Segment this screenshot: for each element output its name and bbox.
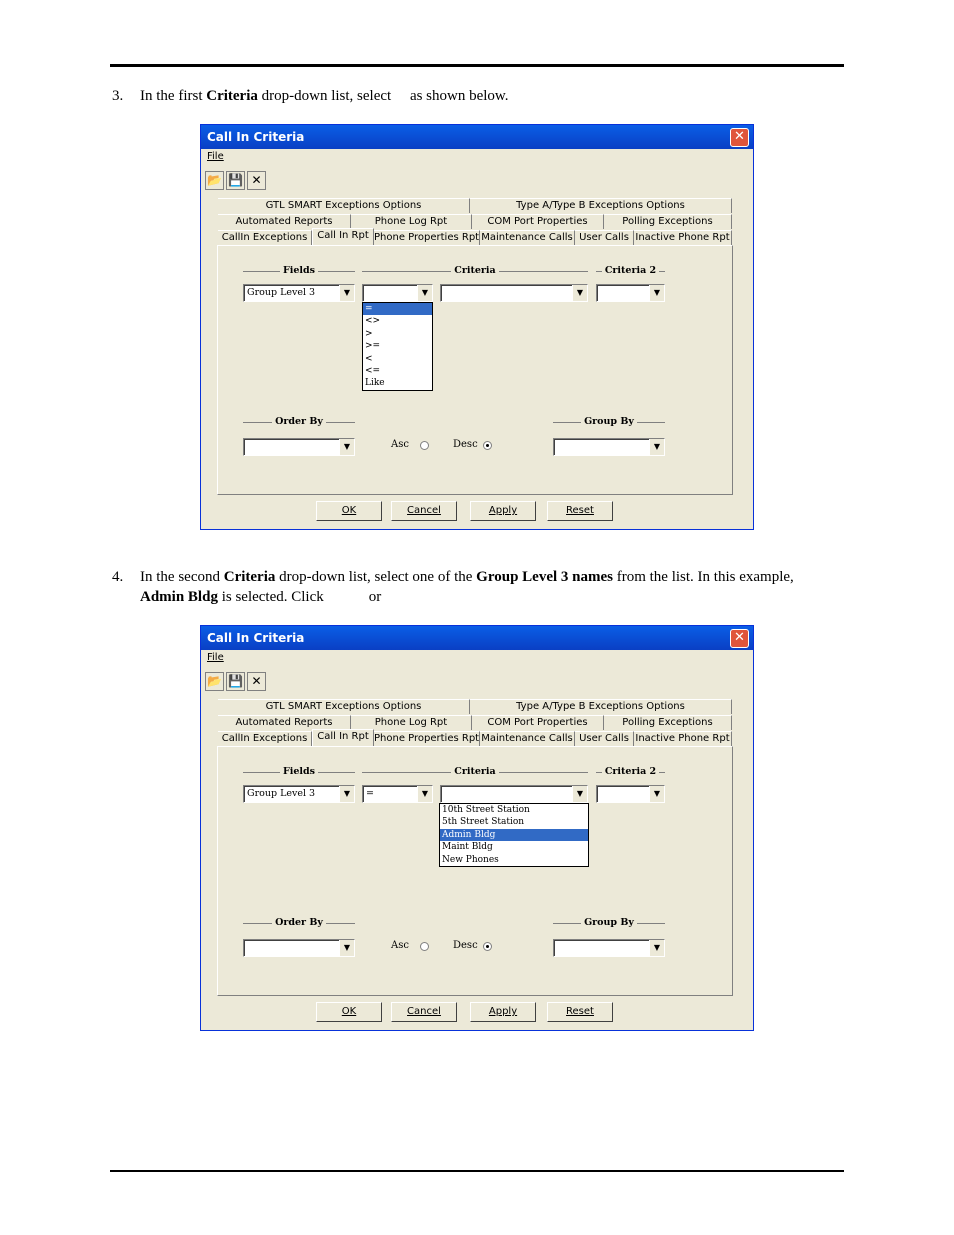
desc-label: Desc	[453, 940, 478, 951]
tab-inactive-phone-rpt[interactable]: Inactive Phone Rpt	[634, 731, 732, 746]
menu-bar	[201, 151, 753, 165]
title-bar[interactable]	[201, 626, 753, 650]
criteria-2-dropdown[interactable]	[596, 785, 665, 803]
criteria-2-header: Criteria 2	[596, 772, 665, 790]
ok-button[interactable]: OK	[316, 501, 382, 521]
dropdown-option[interactable]: <=	[365, 365, 381, 376]
delete-icon[interactable]: ✕	[247, 672, 266, 691]
asc-radio[interactable]	[420, 942, 429, 951]
menu-file[interactable]: File	[207, 652, 224, 663]
group-by-header: Group By	[553, 422, 665, 440]
chevron-down-icon[interactable]: ▼	[339, 439, 354, 455]
dropdown-option[interactable]: >	[365, 328, 373, 339]
reset-button[interactable]: Reset	[547, 1002, 613, 1022]
tab-polling-exceptions[interactable]: Polling Exceptions	[604, 715, 732, 730]
fields-header: Fields	[243, 271, 355, 289]
tab-callin-exceptions[interactable]: CallIn Exceptions	[218, 731, 312, 746]
dropdown-option[interactable]: >=	[365, 341, 381, 352]
tab-gtl-smart-exceptions[interactable]: GTL SMART Exceptions Options	[218, 198, 470, 213]
apply-button[interactable]: Apply	[470, 501, 536, 521]
dropdown-option[interactable]: 10th Street Station	[442, 805, 530, 815]
criteria-value-dropdown[interactable]	[440, 284, 588, 302]
tab-call-in-rpt[interactable]: Call In Rpt	[312, 228, 374, 245]
dropdown-option[interactable]: 5th Street Station	[442, 817, 525, 828]
call-in-criteria-window	[200, 124, 754, 530]
tab-phone-properties-rpt[interactable]: Phone Properties Rpt	[374, 733, 480, 744]
apply-button[interactable]: Apply	[470, 1002, 536, 1022]
asc-label: Asc	[391, 439, 409, 450]
dropdown-option[interactable]: Maint Bldg	[442, 842, 493, 853]
save-icon[interactable]: 💾	[226, 171, 245, 190]
group-by-dropdown[interactable]	[553, 939, 665, 957]
cancel-button[interactable]: Cancel	[391, 1002, 457, 1022]
tab-gtl-smart-exceptions[interactable]: GTL SMART Exceptions Options	[218, 699, 470, 714]
desc-radio[interactable]	[483, 441, 492, 450]
order-by-dropdown[interactable]	[243, 939, 355, 957]
chevron-down-icon[interactable]: ▼	[339, 940, 354, 956]
delete-icon[interactable]: ✕	[247, 171, 266, 190]
chevron-down-icon[interactable]: ▼	[339, 786, 354, 802]
dropdown-option[interactable]: <>	[365, 316, 381, 327]
tab-com-port-properties[interactable]: COM Port Properties	[472, 214, 604, 229]
window-title: Call In Criteria	[207, 631, 305, 645]
desc-label: Desc	[453, 439, 478, 450]
tab-user-calls[interactable]: User Calls	[575, 731, 634, 746]
criteria-operator-dropdown[interactable]	[362, 284, 433, 302]
tab-phone-log-rpt[interactable]: Phone Log Rpt	[351, 214, 472, 229]
order-by-dropdown[interactable]	[243, 438, 355, 456]
menu-bar	[201, 652, 753, 666]
open-folder-icon[interactable]: 📂	[205, 672, 224, 691]
chevron-down-icon[interactable]: ▼	[649, 786, 664, 802]
dropdown-option[interactable]: New Phones	[442, 854, 499, 865]
criteria-2-dropdown[interactable]	[596, 284, 665, 302]
chevron-down-icon[interactable]: ▼	[649, 439, 664, 455]
criteria-header: Criteria	[362, 271, 588, 289]
criteria-header: Criteria	[362, 772, 588, 790]
fields-header: Fields	[243, 772, 355, 790]
tab-phone-log-rpt[interactable]: Phone Log Rpt	[351, 715, 472, 730]
open-folder-icon[interactable]: 📂	[205, 171, 224, 190]
operator-value: =	[366, 788, 374, 799]
tab-phone-properties-rpt[interactable]: Phone Properties Rpt	[374, 232, 480, 243]
asc-radio[interactable]	[420, 441, 429, 450]
menu-file[interactable]: File	[207, 151, 224, 162]
dropdown-option[interactable]: =	[363, 303, 432, 315]
footer-rule	[110, 1170, 844, 1172]
chevron-down-icon[interactable]: ▼	[649, 940, 664, 956]
tab-polling-exceptions[interactable]: Polling Exceptions	[604, 214, 732, 229]
close-button[interactable]: ✕	[730, 128, 749, 147]
criteria-operator-dropdown[interactable]	[362, 785, 433, 803]
dropdown-option[interactable]: <	[365, 353, 373, 364]
tab-inactive-phone-rpt[interactable]: Inactive Phone Rpt	[634, 230, 732, 245]
fields-dropdown[interactable]	[243, 284, 355, 302]
tab-automated-reports[interactable]: Automated Reports	[218, 715, 351, 730]
reset-button[interactable]: Reset	[547, 501, 613, 521]
fields-value: Group Level 3	[247, 287, 316, 298]
chevron-down-icon[interactable]: ▼	[417, 285, 432, 301]
tab-com-port-properties[interactable]: COM Port Properties	[472, 715, 604, 730]
order-by-header: Order By	[243, 422, 355, 440]
title-bar[interactable]	[201, 125, 753, 149]
tab-callin-exceptions[interactable]: CallIn Exceptions	[218, 230, 312, 245]
criteria-2-header: Criteria 2	[596, 271, 665, 289]
tab-maintenance-calls[interactable]: Maintenance Calls	[480, 230, 575, 245]
tab-type-a-b-exceptions[interactable]: Type A/Type B Exceptions Options	[470, 699, 732, 714]
desc-radio[interactable]	[483, 942, 492, 951]
chevron-down-icon[interactable]: ▼	[649, 285, 664, 301]
criteria-value-dropdown[interactable]	[440, 785, 588, 803]
call-in-criteria-window	[200, 625, 754, 1031]
cancel-button[interactable]: Cancel	[391, 501, 457, 521]
header-rule	[110, 64, 844, 67]
group-by-header: Group By	[553, 923, 665, 941]
order-by-header: Order By	[243, 923, 355, 941]
dropdown-option[interactable]: Like	[365, 378, 385, 389]
save-icon[interactable]: 💾	[226, 672, 245, 691]
chevron-down-icon[interactable]: ▼	[417, 786, 432, 802]
tab-type-a-b-exceptions[interactable]: Type A/Type B Exceptions Options	[470, 198, 732, 213]
group-by-dropdown[interactable]	[553, 438, 665, 456]
window-title: Call In Criteria	[207, 130, 305, 144]
asc-label: Asc	[391, 940, 409, 951]
operator-options-list[interactable]	[362, 302, 433, 391]
tab-user-calls[interactable]: User Calls	[575, 230, 634, 245]
dropdown-option[interactable]: Admin Bldg	[440, 829, 588, 841]
tab-call-in-rpt[interactable]: Call In Rpt	[312, 729, 374, 746]
ok-button[interactable]: OK	[316, 1002, 382, 1022]
close-button[interactable]: ✕	[730, 629, 749, 648]
chevron-down-icon[interactable]: ▼	[339, 285, 354, 301]
chevron-down-icon[interactable]: ▼	[572, 285, 587, 301]
tab-maintenance-calls[interactable]: Maintenance Calls	[480, 731, 575, 746]
fields-dropdown[interactable]	[243, 785, 355, 803]
criteria-options-list[interactable]	[439, 803, 589, 867]
tab-automated-reports[interactable]: Automated Reports	[218, 214, 351, 229]
chevron-down-icon[interactable]: ▼	[572, 786, 587, 802]
step-number: 3.	[112, 88, 124, 104]
fields-value: Group Level 3	[247, 788, 316, 799]
step-number: 4.	[112, 569, 124, 585]
